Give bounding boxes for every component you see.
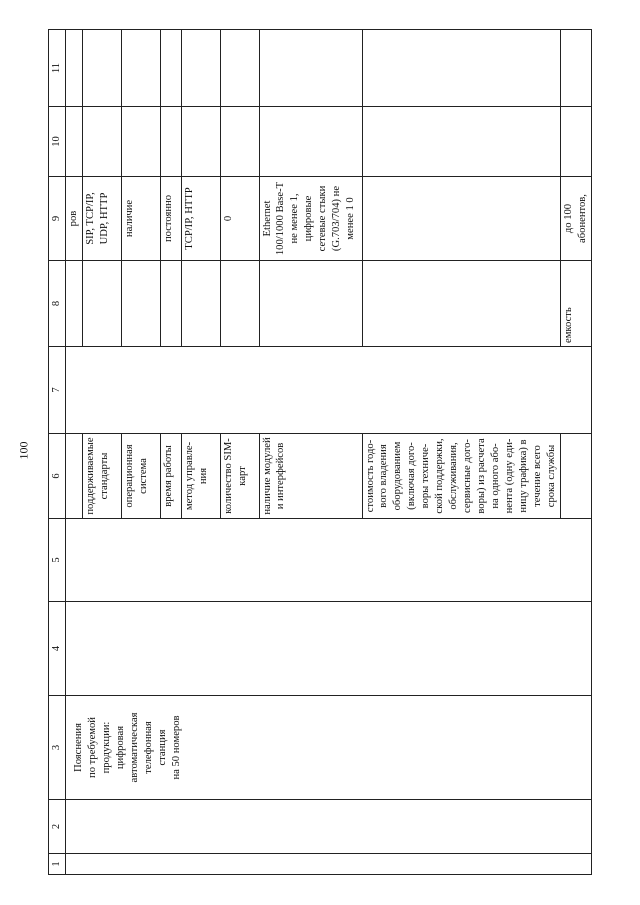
parameter-value: 0	[220, 177, 259, 261]
cell-col4	[66, 602, 592, 696]
parameter-value: до 100 абонентов,	[561, 177, 592, 261]
header-row	[49, 30, 66, 875]
cell-col7	[66, 347, 592, 434]
description-line: цифровая	[114, 725, 126, 770]
cell-col11	[362, 30, 561, 107]
cell-col11	[160, 30, 181, 107]
cell-col11	[121, 30, 160, 107]
specification-table	[48, 29, 592, 875]
parameter-name: поддерживаемые стандарты	[82, 434, 121, 519]
parameter-extra	[82, 261, 121, 347]
parameter-extra	[259, 261, 362, 347]
description-line: Пояснения	[73, 723, 84, 772]
description-line: по требуемой	[86, 717, 98, 778]
cell-col10	[181, 107, 220, 177]
header-cell: 3	[49, 696, 66, 800]
parameter-extra	[220, 261, 259, 347]
cell-col5	[66, 519, 592, 602]
cell-col11	[220, 30, 259, 107]
cell-col10	[362, 107, 561, 177]
description-line: на 50 номеров	[170, 715, 182, 780]
header-cell: 9	[49, 177, 66, 261]
header-cell: 1	[49, 854, 66, 875]
parameter-value: Ethernet 100/1000 Base-T не менее 1, цифровые сетевые стыки (G.703/704) не менее 1 0	[259, 177, 362, 261]
parameter-value: ров	[66, 177, 83, 261]
cell-col11	[561, 30, 592, 107]
cell-col11	[259, 30, 362, 107]
header-cell: 4	[49, 602, 66, 696]
description-line: станция	[156, 729, 168, 766]
parameter-extra	[362, 261, 561, 347]
parameter-extra	[181, 261, 220, 347]
parameter-name	[66, 434, 83, 519]
description-line: автоматическая	[128, 712, 140, 783]
parameter-value: наличие	[121, 177, 160, 261]
parameter-name: операционная система	[121, 434, 160, 519]
cell-col10	[259, 107, 362, 177]
cell-col10	[561, 107, 592, 177]
header-cell: 10	[49, 107, 66, 177]
parameter-extra	[121, 261, 160, 347]
parameter-extra: емкость	[561, 261, 592, 347]
table-row	[66, 30, 83, 875]
cell-col10	[66, 107, 83, 177]
header-cell: 5	[49, 519, 66, 602]
header-cell: 6	[49, 434, 66, 519]
parameter-name: наличие модулей и интерфейсов	[259, 434, 362, 519]
cell-col10	[220, 107, 259, 177]
parameter-value: SIP, TCP/IP, UDP, HTTP	[82, 177, 121, 261]
rotated-table-container	[48, 30, 592, 875]
parameter-name: метод управле-ния	[181, 434, 220, 519]
cell-col11	[66, 30, 83, 107]
page-number: 100	[16, 441, 31, 460]
cell-col10	[160, 107, 181, 177]
cell-col2	[66, 800, 592, 854]
parameter-value	[362, 177, 561, 261]
parameter-name: количество SIM-карт	[220, 434, 259, 519]
parameter-extra	[160, 261, 181, 347]
header-cell: 2	[49, 800, 66, 854]
header-cell: 8	[49, 261, 66, 347]
cell-col1	[66, 854, 592, 875]
parameter-value: постоянно	[160, 177, 181, 261]
parameter-name	[561, 434, 592, 519]
cell-col11	[181, 30, 220, 107]
cell-col11	[82, 30, 121, 107]
description-line: телефонная	[142, 721, 154, 774]
product-description	[66, 696, 592, 800]
cell-col10	[121, 107, 160, 177]
header-cell: 7	[49, 347, 66, 434]
header-cell: 11	[49, 30, 66, 107]
parameter-name: стоимость годо-вого владения оборудованием (включая дого-воры техниче-ской поддержки, обслуживания, сервисные дого-воры) из расчета на одного або-нента (одну еди-ницу трафика) в течение всего срока службы	[362, 434, 561, 519]
parameter-value: TCP/IP, HTTP	[181, 177, 220, 261]
description-line: продукции:	[100, 721, 112, 774]
parameter-extra	[66, 261, 83, 347]
cell-col10	[82, 107, 121, 177]
parameter-name: время работы	[160, 434, 181, 519]
